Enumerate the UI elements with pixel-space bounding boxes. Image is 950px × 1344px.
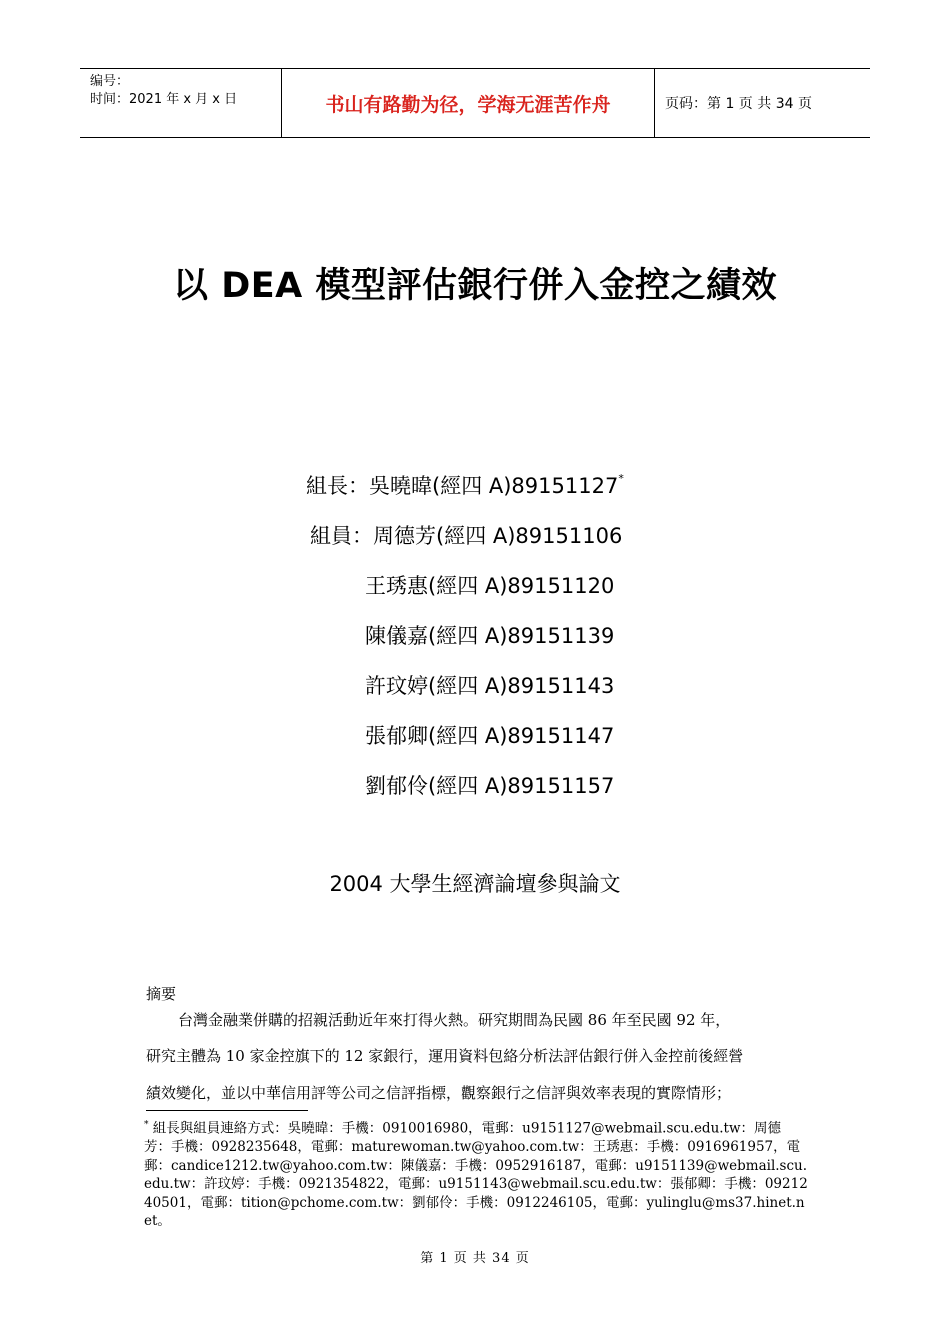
- footnote-mark: *: [144, 1120, 149, 1130]
- member-item: 許玟婷(經四 A)89151143: [365, 674, 615, 698]
- header-motto: 书山有路勤为径，学海无涯苦作舟: [282, 69, 655, 137]
- forum-label: 2004 大學生經濟論壇參與論文: [329, 872, 621, 896]
- member-leader: [306, 470, 624, 500]
- abstract-line: 研究主體為 10 家金控旗下的 12 家銀行，運用資料包絡分析法評估銀行併入金控前後經營: [146, 1047, 744, 1065]
- member-item: 王琇惠(經四 A)89151120: [365, 574, 615, 598]
- header-page-label: 页码：第 1 页 共 34 页: [665, 96, 812, 112]
- abstract-line: 台灣金融業併購的招親活動近年來打得火熱。研究期間為民國 86 年至民國 92 年，: [178, 1011, 731, 1029]
- footnote-divider: [146, 1110, 308, 1111]
- member-item: 張郁卿(經四 A)89151147: [365, 724, 615, 748]
- abstract-line: 績效變化，並以中華信用評等公司之信評指標，觀察銀行之信評與效率表現的實際情形；: [146, 1084, 732, 1102]
- header-number-label: 编号：: [90, 74, 130, 89]
- header-table: [80, 68, 870, 138]
- member-item: 陳儀嘉(經四 A)89151139: [365, 624, 615, 648]
- abstract-heading: 摘要: [146, 985, 177, 1003]
- footnote: [144, 1116, 808, 1231]
- header-meta: [80, 69, 282, 137]
- member-item: 劉郁伶(經四 A)89151157: [365, 774, 615, 798]
- page-footer: 第 1 页 共 34 页: [420, 1251, 530, 1266]
- member-first: 組員：周德芳(經四 A)89151106: [310, 524, 623, 548]
- footnote-mark: *: [618, 472, 624, 485]
- header-date-label: 时间：2021 年 x 月 x 日: [90, 92, 238, 107]
- document-title: 以 DEA 模型評估銀行併入金控之績效: [173, 266, 777, 306]
- member-leader-text: 組長：吳曉暐(經四 A)89151127: [306, 474, 619, 498]
- footnote-text: 組長與組員連絡方式：吳曉暐：手機：0910016980，電郵：u9151127@webmail.scu.edu.tw：周德芳：手機：0928235648，電郵：maturewoman.tw@yahoo.com.tw：王琇惠：手機：0916961957，電郵：candice1212.tw@yahoo.com.tw：陳儀嘉：手機：0952916187，電郵：u9151139@webmail.scu.edu.tw：許玟婷：手機：0921354822，電郵：u9151143@webmail.scu.edu.tw：張郁卿：手機：0921240501，電郵：tition@pchome.com.tw：劉郁伶：手機：0912246105，電郵：yulinglu@ms37.hinet.net。: [144, 1120, 808, 1230]
